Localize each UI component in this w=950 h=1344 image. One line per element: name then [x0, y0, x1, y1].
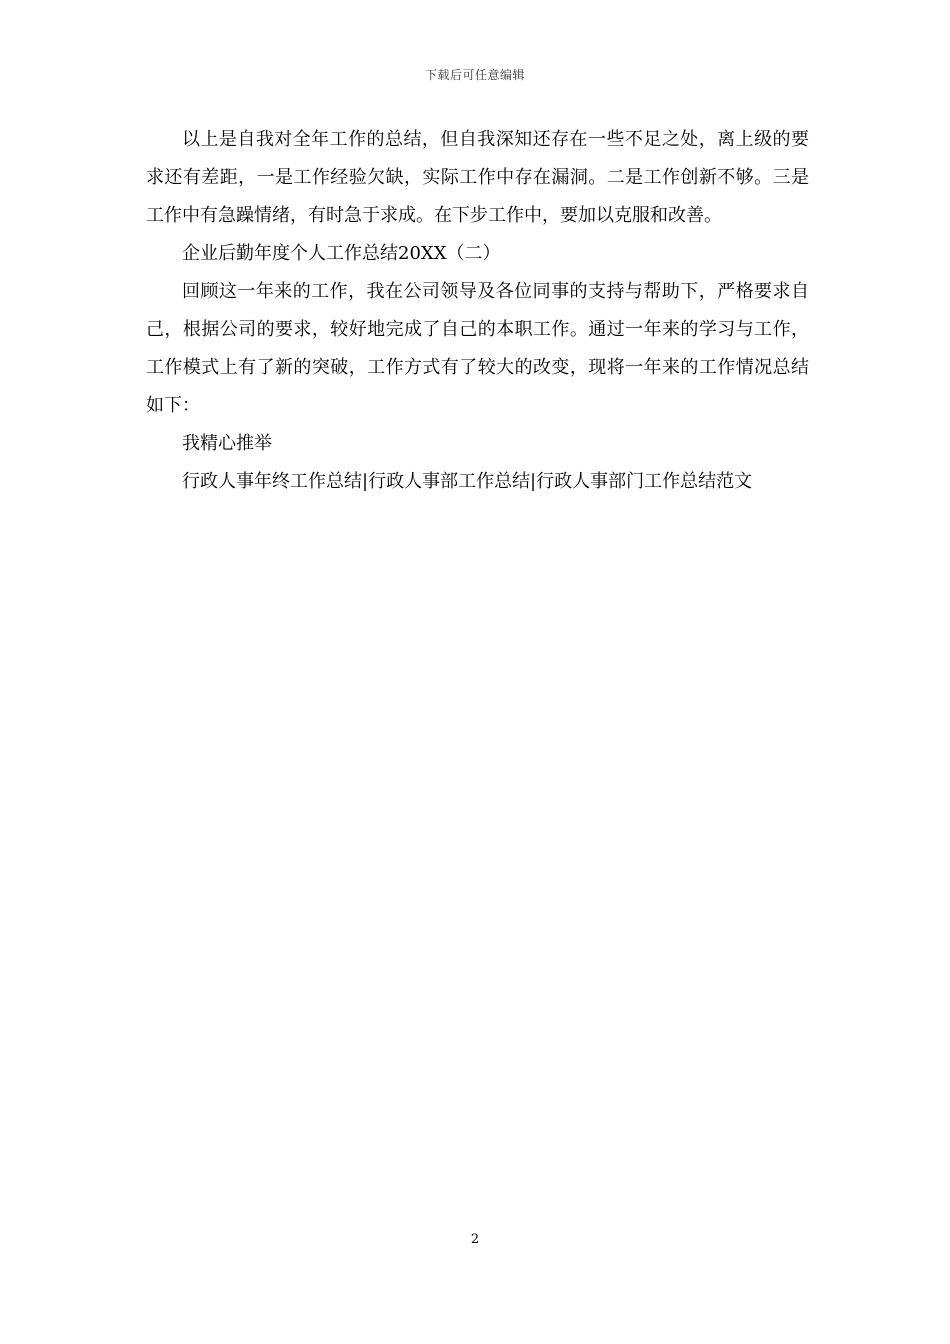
section-title: 企业后勤年度个人工作总结20XX（二）: [182, 243, 501, 264]
page-header: 下载后可任意编辑: [424, 68, 525, 82]
page-number: 2: [470, 1232, 480, 1247]
document-body: [146, 121, 809, 501]
related-links: 行政人事年终工作总结|行政人事部工作总结|行政人事部门工作总结范文: [182, 471, 753, 492]
paragraph-review: 回顾这一年来的工作，我在公司领导及各位同事的支持与帮助下，严格要求自己，根据公司的要求，较好地完成了自己的本职工作。通过一年来的学习与工作，工作模式上有了新的突破，工作方式有了较大的改变，现将一年来的工作情况总结如下：: [146, 281, 809, 416]
recommend-label: 我精心推举: [182, 433, 272, 454]
paragraph-summary: 以上是自我对全年工作的总结，但自我深知还存在一些不足之处，离上级的要求还有差距，一是工作经验欠缺，实际工作中存在漏洞。二是工作创新不够。三是工作中有急躁情绪，有时急于求成。在下步工作中，要加以克服和改善。: [146, 129, 809, 226]
